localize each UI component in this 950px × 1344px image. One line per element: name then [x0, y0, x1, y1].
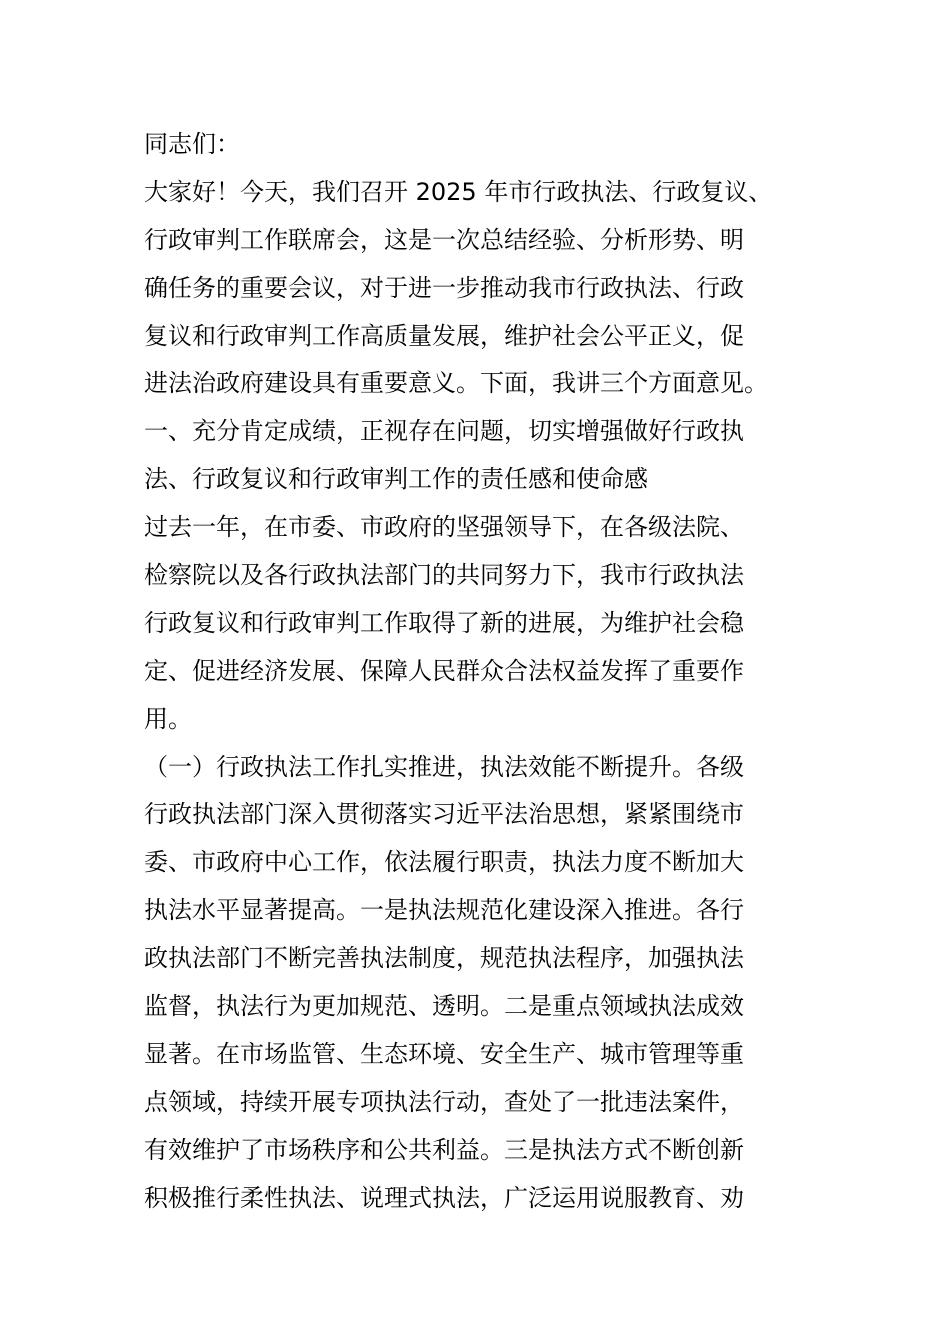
text-line: 确任务的重要会议，对于进一步推动我市行政执法、行政: [144, 273, 744, 302]
text-line: 用。: [144, 704, 192, 733]
text-line: 委、市政府中心工作，依法履行职责，执法力度不断加大: [144, 848, 744, 877]
text-line: 政执法部门不断完善执法制度，规范执法程序，加强执法: [144, 944, 744, 973]
section-heading-line: 一、充分肯定成绩，正视存在问题，切实增强做好行政执: [144, 417, 744, 446]
text-line: 有效维护了市场秩序和公共利益。三是执法方式不断创新: [144, 1135, 744, 1164]
text-line: 进法治政府建设具有重要意义。下面，我讲三个方面意见。: [144, 369, 768, 398]
document-body: [144, 121, 814, 1222]
text-line: 行政审判工作联席会，这是一次总结经验、分析形势、明: [144, 225, 744, 254]
text-line: 定、促进经济发展、保障人民群众合法权益发挥了重要作: [144, 656, 744, 685]
text-line: 行政复议和行政审判工作取得了新的进展，为维护社会稳: [144, 608, 744, 637]
text-line: 检察院以及各行政执法部门的共同努力下，我市行政执法: [144, 561, 744, 590]
text-line: 过去一年，在市委、市政府的坚强领导下，在各级法院、: [144, 513, 744, 542]
text-line: 显著。在市场监管、生态环境、安全生产、城市管理等重: [144, 1039, 744, 1068]
subsection-line: （一）行政执法工作扎实推进，执法效能不断提升。各级: [144, 752, 744, 781]
text-line: 行政执法部门深入贯彻落实习近平法治思想，紧紧围绕市: [144, 800, 744, 829]
text-line: 大家好！今天，我们召开 2025 年市行政执法、行政复议、: [144, 177, 773, 206]
text-line: 点领域，持续开展专项执法行动，查处了一批违法案件，: [144, 1087, 744, 1116]
text-line: 执法水平显著提高。一是执法规范化建设深入推进。各行: [144, 896, 744, 925]
text-line: 监督，执法行为更加规范、透明。二是重点领域执法成效: [144, 992, 744, 1021]
text-line: 复议和行政审判工作高质量发展，维护社会公平正义，促: [144, 321, 744, 350]
text-line: 积极推行柔性执法、说理式执法，广泛运用说服教育、劝: [144, 1183, 744, 1212]
section-heading-line: 法、行政复议和行政审判工作的责任感和使命感: [144, 465, 648, 494]
salutation: 同志们：: [144, 130, 240, 158]
